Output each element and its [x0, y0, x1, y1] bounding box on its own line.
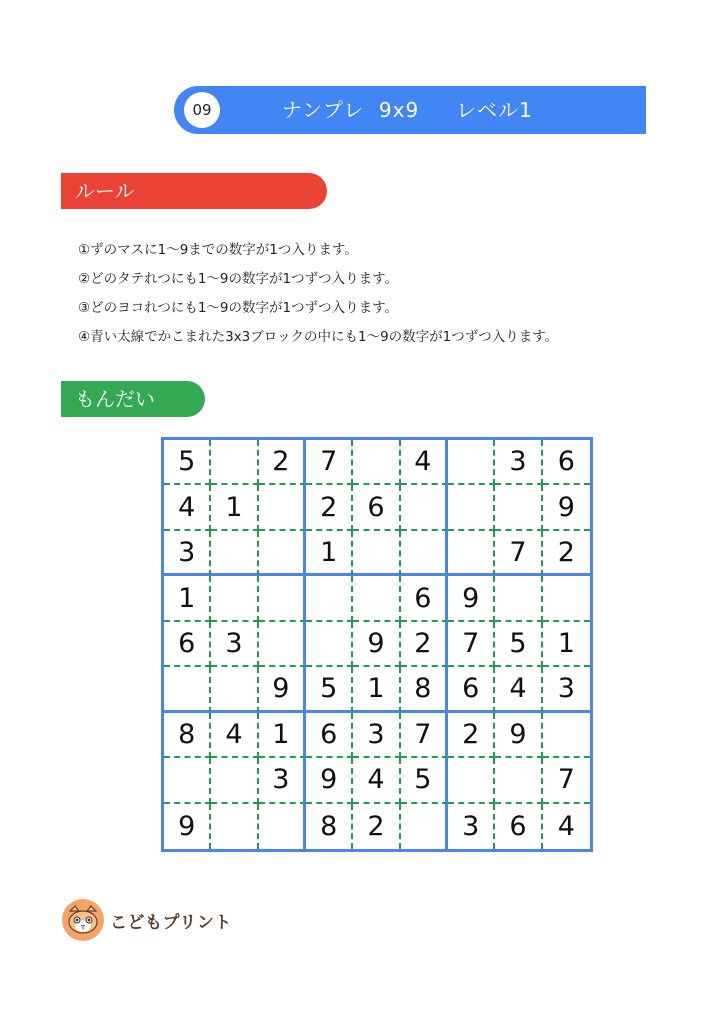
cat-face-icon: [62, 899, 104, 941]
empty-cell[interactable]: [401, 485, 448, 530]
empty-cell[interactable]: [495, 758, 542, 803]
given-cell: 8: [164, 713, 211, 758]
given-cell: 4: [401, 440, 448, 485]
rule-item: ④青い太線でかこまれた3x3ブロックの中にも1～9の数字が1つずつ入ります。: [78, 329, 559, 345]
given-cell: 2: [306, 485, 353, 530]
empty-cell[interactable]: [259, 622, 306, 667]
given-cell: 3: [495, 440, 542, 485]
empty-cell[interactable]: [448, 440, 495, 485]
given-cell: 7: [543, 758, 590, 803]
given-cell: 3: [543, 667, 590, 712]
empty-cell[interactable]: [448, 531, 495, 576]
given-cell: 9: [164, 804, 211, 849]
empty-cell[interactable]: [211, 804, 258, 849]
given-cell: 2: [353, 804, 400, 849]
given-cell: 5: [401, 758, 448, 803]
empty-cell[interactable]: [353, 440, 400, 485]
given-cell: 2: [401, 622, 448, 667]
given-cell: 6: [164, 622, 211, 667]
given-cell: 3: [448, 804, 495, 849]
given-cell: 4: [353, 758, 400, 803]
given-cell: 1: [306, 531, 353, 576]
given-cell: 9: [259, 667, 306, 712]
rule-item: ③どのヨコれつにも1～9の数字が1つずつ入ります。: [78, 300, 399, 316]
given-cell: 3: [211, 622, 258, 667]
empty-cell[interactable]: [306, 576, 353, 621]
given-cell: 3: [353, 713, 400, 758]
rule-item: ②どのタテれつにも1～9の数字が1つずつ入ります。: [78, 271, 399, 287]
given-cell: 1: [259, 713, 306, 758]
given-cell: 1: [211, 485, 258, 530]
problem-heading: もんだい: [61, 381, 205, 417]
given-cell: 5: [495, 622, 542, 667]
empty-cell[interactable]: [543, 576, 590, 621]
given-cell: 2: [543, 531, 590, 576]
empty-cell[interactable]: [495, 576, 542, 621]
given-cell: 6: [448, 667, 495, 712]
empty-cell[interactable]: [448, 485, 495, 530]
given-cell: 5: [164, 440, 211, 485]
brand-name: こどもプリント: [110, 912, 232, 933]
rules-heading: ルール: [61, 173, 327, 209]
given-cell: 3: [164, 531, 211, 576]
empty-cell[interactable]: [448, 758, 495, 803]
rule-item: ①ずのマスに1～9までの数字が1つ入ります。: [78, 242, 358, 258]
given-cell: 4: [495, 667, 542, 712]
given-cell: 7: [306, 440, 353, 485]
given-cell: 2: [448, 713, 495, 758]
given-cell: 4: [557, 810, 575, 842]
given-cell: 9: [495, 713, 542, 758]
given-cell: 6: [495, 804, 542, 849]
given-cell: 6: [306, 713, 353, 758]
given-cell: 4: [164, 485, 211, 530]
page-title: ナンプレ 9x9 レベル1: [282, 98, 533, 122]
given-cell: 6: [353, 485, 400, 530]
title-bar: [174, 86, 646, 134]
given-cell: 6: [401, 576, 448, 621]
empty-cell[interactable]: [211, 531, 258, 576]
brand-logo: [62, 898, 232, 942]
empty-cell[interactable]: [164, 758, 211, 803]
given-cell: 7: [401, 713, 448, 758]
given-cell: 6: [543, 440, 590, 485]
given-cell: 2: [259, 440, 306, 485]
given-cell: 8: [401, 667, 448, 712]
empty-cell[interactable]: [401, 531, 448, 576]
empty-cell[interactable]: [259, 531, 306, 576]
empty-cell[interactable]: [259, 804, 306, 849]
given-cell: 4: [211, 713, 258, 758]
given-cell: 8: [306, 804, 353, 849]
given-cell: 7: [495, 531, 542, 576]
given-cell: 3: [259, 758, 306, 803]
given-cell: 1: [353, 667, 400, 712]
empty-cell[interactable]: [401, 804, 448, 849]
rules-list: [78, 236, 558, 352]
given-cell: 9: [306, 758, 353, 803]
given-cell: 9: [448, 576, 495, 621]
given-cell: 1: [543, 622, 590, 667]
given-cell: 9: [543, 485, 590, 530]
empty-cell[interactable]: [259, 576, 306, 621]
worksheet-number: 09: [184, 92, 220, 128]
empty-cell[interactable]: [259, 485, 306, 530]
empty-cell[interactable]: [353, 531, 400, 576]
given-cell: 1: [164, 576, 211, 621]
empty-cell[interactable]: [211, 440, 258, 485]
empty-cell[interactable]: [211, 667, 258, 712]
empty-cell[interactable]: [306, 622, 353, 667]
empty-cell[interactable]: [164, 667, 211, 712]
empty-cell[interactable]: [353, 576, 400, 621]
given-cell: 5: [306, 667, 353, 712]
sudoku-grid: [161, 437, 593, 852]
empty-cell[interactable]: [211, 576, 258, 621]
given-cell: 9: [353, 622, 400, 667]
given-cell: 7: [448, 622, 495, 667]
empty-cell[interactable]: [495, 485, 542, 530]
empty-cell[interactable]: [211, 758, 258, 803]
empty-cell[interactable]: [543, 713, 590, 758]
